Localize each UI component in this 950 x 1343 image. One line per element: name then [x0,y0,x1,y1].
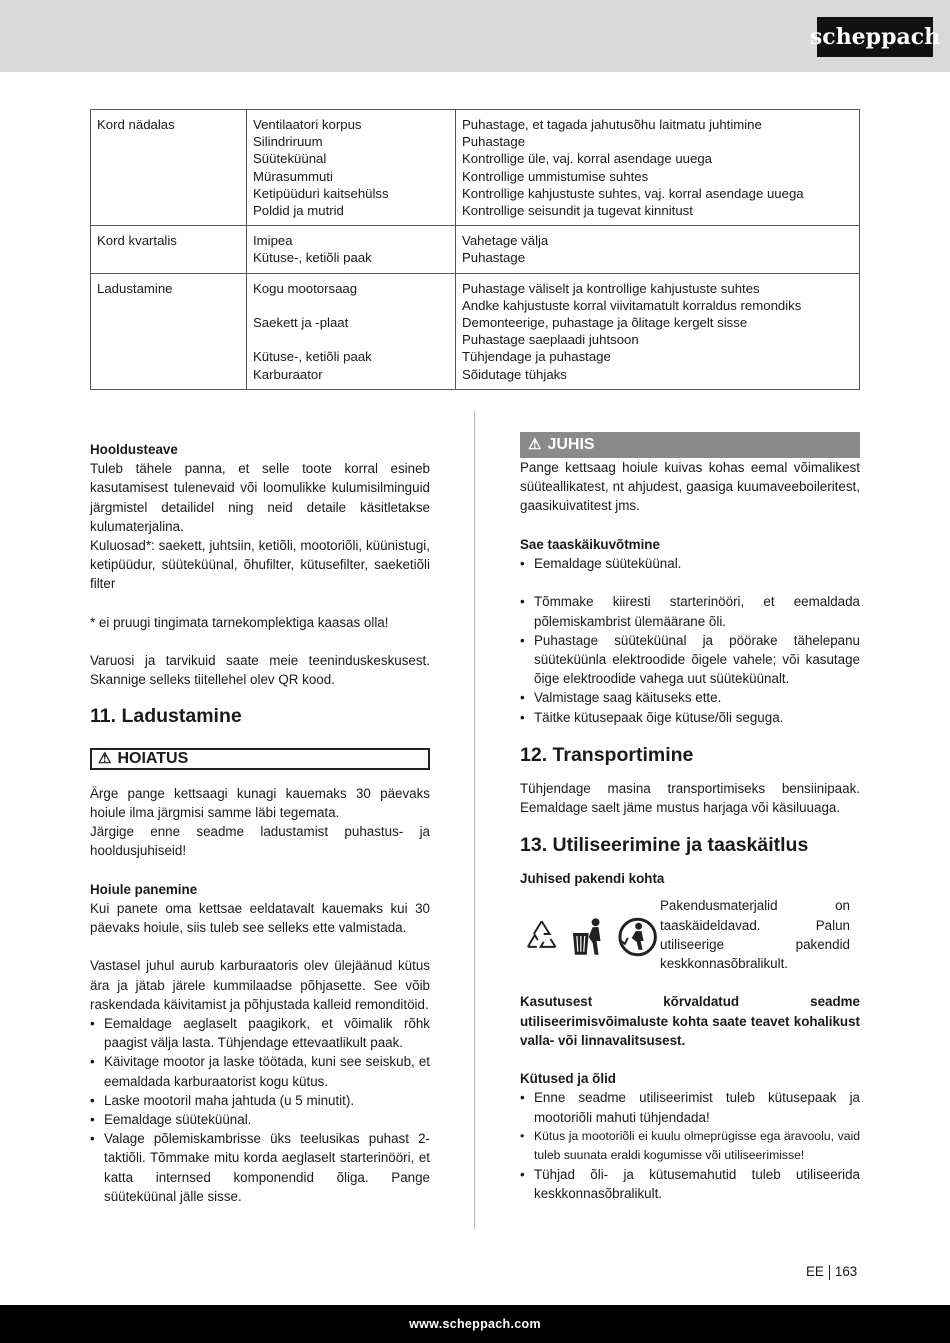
action-label: Vahetage välja [462,233,549,249]
page-number [806,1264,857,1280]
note-text: Pange kettsaag hoiule kuivas kohas eemal võimalikest süüteallikatest, nt ahjudest, gaasiga kuumaveeboileritest, gaasikuivatitest jms. [520,460,860,514]
spare-parts-text: Varuosi ja tarvikuid saate meie teeninduskeskusest. Skannige selleks tiitellehel olev QR kood. [90,653,430,688]
action-label: Kontrollige üle, vaj. korral asendage uuega [462,151,712,167]
header-bar [0,0,950,72]
interval-cell [91,110,247,226]
storage-heading: 11. Ladustamine [90,704,242,727]
recycle-icons [520,896,660,960]
fuels-last-list [520,1165,860,1203]
recommission-first-list [520,554,860,573]
action-label: Puhastage, et tagada jahutusõhu laitmatu juhtimine [462,117,762,132]
list-item: • Enne seadme utiliseerimist tuleb kütusepaak ja mootoriõli mahuti tühjendada! [520,1088,860,1126]
action-label: Puhastage saeplaadi juhtsoon [462,332,639,348]
warning-box [90,748,430,770]
part-label [253,331,449,348]
interval-label: Kord nädalas [97,117,175,132]
part-label: Karburaator [253,366,323,382]
actions-cell [456,110,860,226]
part-label: Kütuse-, ketiõli paak [253,250,372,266]
interval-label: Kord kvartalis [97,233,177,249]
maintenance-table [90,109,860,390]
transport-text: Tühjendage masina transportimiseks bensiinipaak. Eemaldage saelt jäme mustus harjaga või käsiluuaga. [520,780,860,816]
service-title: Hooldusteave [90,442,178,457]
carburetor-text: Vastasel juhul aurub karburaatoris olev ülejäänud kütus ära ja jätab järele kummilaadse põhjasette. See võib raskendada käivitamist ja põhjustada kalleid remonditöid. [90,958,430,1012]
list-item: • Eemaldage süüteküünal. [520,554,860,573]
interval-cell [91,226,247,273]
list-item: • Eemaldage süüteküünal. [90,1110,430,1129]
list-item: • Tühjad õli- ja kütusemahutid tuleb utiliseerida keskkonnasõbralikult. [520,1165,860,1203]
action-label: Tühjendage ja puhastage [462,349,611,365]
list-item: • Kütus ja mootoriõli ei kuulu olmeprügisse ega äravoolu, vaid tuleb suunata eraldi kogumisse või utiliseerimisse! [520,1127,860,1165]
note-label: JUHIS [547,436,595,454]
list-item: • Tõmmake kiiresti starterinööri, et eemaldada põlemiskambrist ülemäärane õli. [520,592,860,630]
list-item: • Eemaldage aeglaselt paagikork, et võimalik rõhk paagist välja lasta. Tühjendage ettevaatlikult paak. [90,1014,430,1052]
packaging-text: Pakendusmaterjalid on taaskäideldavad. Palun utiliseerige pakendid keskkonnasõbralikult. [660,898,850,972]
fuels-list [520,1088,860,1126]
part-label: Poldid ja mutrid [253,203,344,219]
table-row [91,110,860,226]
list-item: • Täitke kütusepaak õige kütuse/õli seguga. [520,708,860,727]
page-number-value: 163 [834,1264,858,1279]
action-label: Demonteerige, puhastage ja õlitage kergelt sisse [462,315,748,331]
table-row [91,226,860,273]
wear-parts-text: Kuluosad*: saekett, juhtsiin, ketiõli, mootoriõli, küünistugi, ketipüüdur, süüteküünal, õhufilter, kütusefilter, saeketiõli filter [90,538,430,592]
packaging-block [520,896,860,973]
table-row [91,273,860,389]
interval-cell [91,273,247,389]
footnote: * ei pruugi tingimata tarnekomplektiga kaasas olla! [90,614,389,630]
disposal-heading: 13. Utiliseerimine ja taaskäitlus [520,834,809,857]
right-column [520,432,860,1204]
action-label: Kontrollige seisundit ja tugevat kinnitust [462,203,693,219]
putaway-title: Hoiule panemine [90,881,198,897]
list-item: • Valage põlemiskambrisse üks teelusikas puhast 2-taktiõli. Tõmmake mitu korda aeglaselt starterinööri, et katta internsed komponendid õliga. Pange süüteküünal jälle sisse. [90,1129,430,1206]
fuels-title: Kütused ja õlid [520,1071,616,1087]
action-label: Kontrollige kahjustuste suhtes, vaj. korral asendage uuega [462,185,804,201]
recycle-icon [520,915,563,959]
storage-steps-list [90,1014,430,1206]
action-label: Puhastage [462,250,526,266]
language-code: EE [806,1264,824,1279]
action-label: Kontrollige ummistumise suhtes [462,168,649,184]
list-item: • Puhastage süüteküünal ja pöörake tähelepanu süüteküünla elektroodide õigele vahele; või kasutage õige elektroodide vahega uut süüteküünalt. [520,631,860,689]
recommission-steps-list [520,592,860,726]
action-label: Andke kahjustuste korral viivitamatult korraldus remondiks [462,297,802,313]
brand-logo: scheppach [817,17,933,57]
bin-person-icon [569,915,608,959]
recycle-person-icon [615,914,660,960]
fuels-small-list [520,1127,860,1165]
part-label: Ketipüüduri kaitsehülss [253,185,389,201]
part-label: Ventilaatori korpus [253,117,362,132]
part-label: Saekett ja -plaat [253,315,349,331]
part-label: Mürasummuti [253,168,333,184]
left-column [90,440,430,1206]
part-label: Silindriruum [253,134,323,150]
action-label: Puhastage [462,134,526,150]
list-item: • Käivitage mootor ja laske töötada, kuni see seiskub, et eemaldada karburaatorist kogu kütus. [90,1052,430,1090]
action-label: Puhastage väliselt ja kontrollige kahjustuste suhtes [462,280,760,296]
warning-triangle-icon: ⚠ [528,436,542,454]
packaging-title: Juhised pakendi kohta [520,871,665,887]
part-label: Süüteküünal [253,151,327,167]
warning-triangle-icon: ⚠ [98,750,112,768]
part-label: Imipea [253,233,293,249]
actions-cell [456,273,860,389]
list-item: • Laske mootoril maha jahtuda (u 5 minutit). [90,1091,430,1110]
parts-cell [247,273,456,389]
service-text: Tuleb tähele panna, et selle toote korral esineb kasutamisest tulenevaid või loomulikke kulumisilminguid järgmistel detailidel ning neid detaile käsitletakse kulumaterjalina. [90,461,430,534]
parts-cell [247,226,456,273]
action-label: Sõidutage tühjaks [462,366,567,382]
transport-heading: 12. Transportimine [520,743,694,766]
actions-cell [456,226,860,273]
warning-text: Ärge pange kettsaagi kunagi kauemaks 30 päevaks hoiule ilma järgmisi samme läbi tegemata. [90,785,430,820]
parts-cell [247,110,456,226]
column-divider [474,410,475,1230]
warning-label: HOIATUS [117,750,189,768]
warning-text-2: Järgige enne seadme ladustamist puhastus- ja hooldusjuhiseid! [90,824,430,859]
part-label: Kütuse-, ketiõli paak [253,349,372,365]
footer-bar [0,1305,950,1343]
recommission-title: Sae taaskäikuvõtmine [520,536,660,552]
interval-label: Ladustamine [97,280,173,296]
device-disposal-text: Kasutusest kõrvaldatud seadme utiliseerimisvõimaluste kohta saate teavet kohalikust valla- või linnavalitsusest. [520,994,860,1048]
putaway-text: Kui panete oma kettsae eeldatavalt kauemaks kui 30 päevaks hoiule, siis tuleb see selleks ette valmistada. [90,900,430,936]
note-box [520,432,860,458]
part-label: Kogu mootorsaag [253,280,358,296]
website-link[interactable]: www.scheppach.com [409,1317,541,1331]
part-label [253,297,449,314]
list-item: • Valmistage saag käituseks ette. [520,688,860,707]
